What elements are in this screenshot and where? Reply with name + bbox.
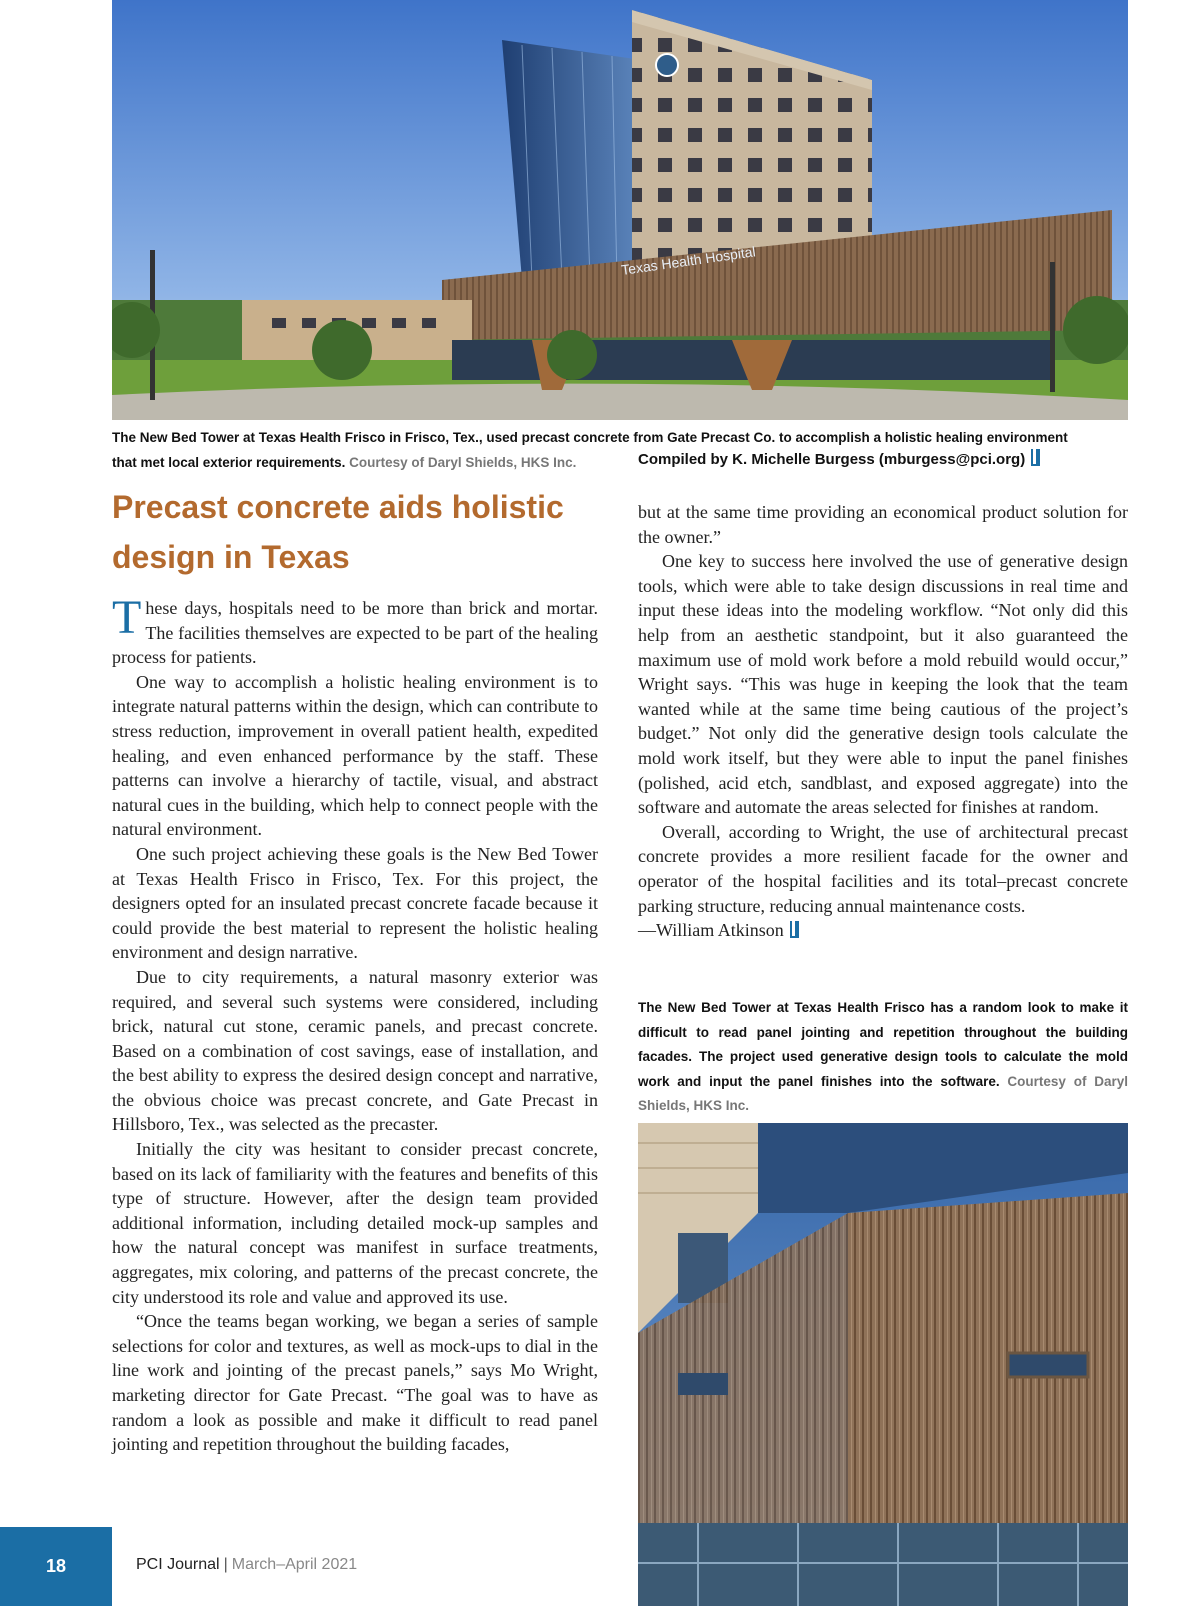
hero-caption-continued [112, 450, 576, 475]
paragraph-text: hese days, hospitals need to be more than brick and mortar. The facilities themselves are expected to be part of the healing process for patients. [112, 598, 598, 668]
article-paragraph: “Once the teams began working, we began a series of sample selections for color and textures, as well as mock-ups to dial in the line work and jointing of the precast panels,” says Mo Wright, marketing director for Gate Precast. “The goal was to have as random a look as possible and make it difficult to read panel jointing and repetition throughout the building facades, [112, 1311, 598, 1455]
article-paragraph: Due to city requirements, a natural masonry exterior was required, and several such systems were considered, including brick, natural cut stone, ceramic panels, and precast concrete. Based on a combination of cost savings, ease of installation, and the best ability to express the desired design concept and narrative, the obvious choice was precast concrete, and Gate Precast in Hillsboro, Tex., was selected as the precaster. [112, 966, 598, 1135]
article-paragraph: One such project achieving these goals is the New Bed Tower at Texas Health Frisco in Frisco, Tex. For this project, the designers opted for an insulated precast concrete facade because it could provide the best material to represent the holistic healing environment and design narrative. [112, 843, 598, 963]
article-paragraph: One key to success here involved the use of generative design tools, which were able to take design discussions in real time and input these ideas into the modeling workflow. “Not only did this help from an aesthetic standpoint, but it also guaranteed the maximum use of mold work before a mold rebuild would occur,” Wright says. “This was huge in keeping the look that the team wanted while at the same time being cautious of the project’s budget.” Not only did the generative design tools calculate the mold work itself, but they were able to input the panel finishes (polished, acid etch, sandblast, and exposed aggregate) into the software and automate the areas selected for finishes at random. [638, 551, 1128, 818]
article-signoff [638, 918, 1128, 943]
end-mark-icon [1031, 449, 1040, 466]
page-number: 18 [45, 1556, 67, 1576]
second-photo-credit: Courtesy of Daryl Shields, HKS Inc. [638, 1073, 1128, 1114]
hero-photo-credit: Courtesy of Daryl Shields, HKS Inc. [349, 455, 577, 470]
second-caption-text: The New Bed Tower at Texas Health Frisco has a random look to make it difficult to read panel jointing and repetition throughout the building facades. The project used generative design tools to calculate the mold work and input the panel finishes into the software. [638, 1000, 1128, 1089]
second-photo-caption [638, 996, 1128, 1119]
article-paragraph: Overall, according to Wright, the use of architectural precast concrete provides a more resilient facade for the owner and operator of the hospital facilities and its total–precast concrete parking structure, reducing annual maintenance costs. [638, 821, 1128, 916]
article-paragraph: One way to accomplish a holistic healing environment is to integrate natural patterns within the design, which can contribute to stress reduction, improvement in overall patient health, expedited healing, and even enhanced performance by the staff. These patterns can involve a hierarchy of tactile, visual, and abstract natural cues in the building, which help to connect people with the natural environment. [112, 671, 598, 840]
end-mark-icon [790, 921, 799, 938]
article-right-column [638, 500, 1128, 943]
hospital-sign: Texas Health Hospital [620, 243, 757, 278]
hero-caption-line2: that met local exterior requirements. [112, 455, 346, 470]
article-headline: Precast concrete aids holistic design in Texas [112, 489, 564, 575]
footer-running-head [136, 1556, 357, 1574]
article-paragraph: Initially the city was hesitant to consider precast concrete, based on its lack of familiarity with the features and benefits of this type of structure. However, after the design team provided additional information, including detailed mock-up samples and how the natural concept was manifest in surface treatments, aggregates, mix coloring, and patterns of the precast concrete, the city understood its role and value and approved its use. [112, 1139, 598, 1307]
article-paragraph [112, 591, 598, 670]
hero-caption: The New Bed Tower at Texas Health Frisco in Frisco, Tex., used precast concrete from Gate Precast Co. to accomplish a holistic healing environment [112, 430, 1068, 445]
drop-cap: T [112, 591, 142, 644]
journal-name: PCI Journal [136, 1556, 220, 1573]
signoff-text: —William Atkinson [638, 920, 784, 941]
compiled-by-text: Compiled by K. Michelle Burgess (mburgess@pci.org) [638, 451, 1026, 468]
footer-separator: | [223, 1556, 228, 1573]
article-paragraph: but at the same time providing an economical product solution for the owner.” [638, 502, 1128, 547]
issue-date: March–April 2021 [231, 1556, 358, 1573]
facade-photo [638, 1123, 1128, 1606]
hero-photo [112, 0, 1128, 420]
compiled-by [638, 449, 1040, 468]
article-left-column [112, 591, 598, 1457]
